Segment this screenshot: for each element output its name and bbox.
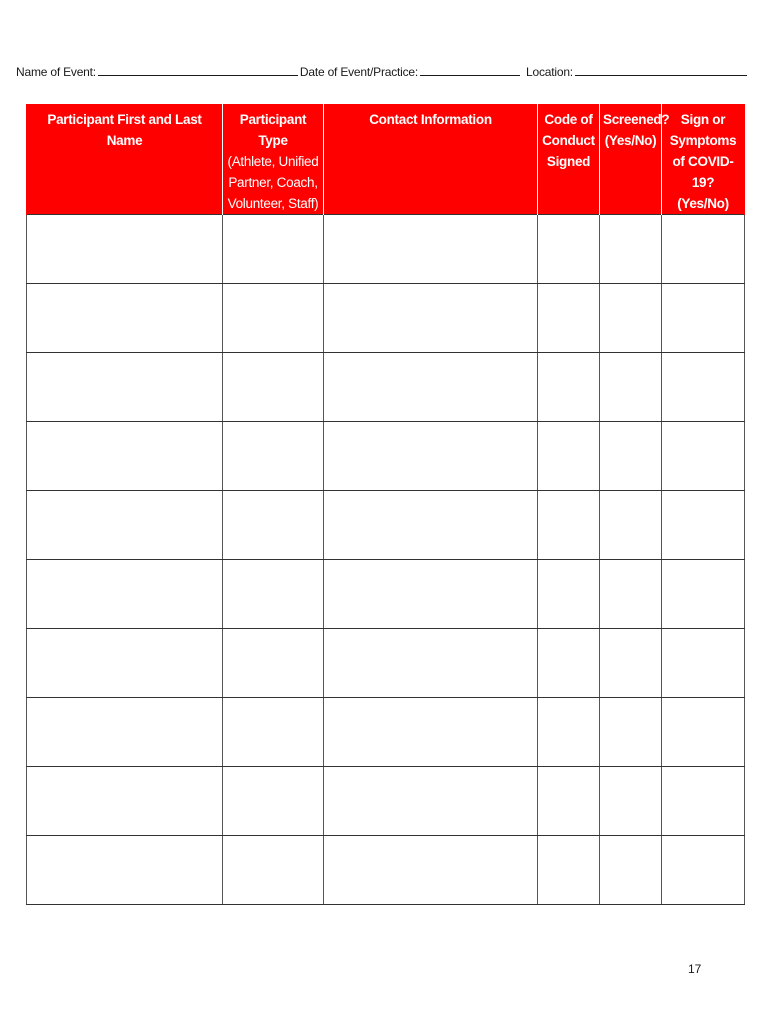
col-header-covid-symptoms <box>662 105 745 215</box>
contact-cell[interactable] <box>324 215 538 284</box>
table-row <box>27 215 745 284</box>
name-cell[interactable] <box>27 491 223 560</box>
col-header-screened <box>600 105 670 215</box>
symptoms-cell[interactable] <box>662 491 745 560</box>
col-header-title: Participant First and Last Name <box>47 112 202 148</box>
conduct-cell[interactable] <box>538 422 600 491</box>
conduct-cell[interactable] <box>538 353 600 422</box>
table-row <box>27 767 745 836</box>
date-of-event-field[interactable] <box>420 64 520 76</box>
col-header-title: Code of Conduct Signed <box>542 112 595 169</box>
col-header-title: Contact Information <box>369 112 492 127</box>
table-row <box>27 836 745 905</box>
name-cell[interactable] <box>27 284 223 353</box>
col-header-contact-info <box>324 105 538 215</box>
conduct-cell[interactable] <box>538 629 600 698</box>
screened-cell[interactable] <box>600 560 662 629</box>
type-cell[interactable] <box>223 491 324 560</box>
contact-cell[interactable] <box>324 836 538 905</box>
symptoms-cell[interactable] <box>662 629 745 698</box>
event-info-line <box>16 64 756 79</box>
col-header-code-of-conduct <box>538 105 600 215</box>
screened-cell[interactable] <box>600 629 662 698</box>
name-of-event-label: Name of Event: <box>16 65 96 79</box>
name-of-event-field[interactable] <box>98 64 298 76</box>
screened-cell[interactable] <box>600 491 662 560</box>
col-header-title: Participant Type <box>239 112 307 148</box>
contact-cell[interactable] <box>324 284 538 353</box>
col-header-title: Screened? (Yes/No) <box>603 112 670 148</box>
type-cell[interactable] <box>223 767 324 836</box>
location-field[interactable] <box>575 64 747 76</box>
table-row <box>27 422 745 491</box>
conduct-cell[interactable] <box>538 767 600 836</box>
name-cell[interactable] <box>27 560 223 629</box>
type-cell[interactable] <box>223 836 324 905</box>
contact-cell[interactable] <box>324 560 538 629</box>
table-row <box>27 284 745 353</box>
name-cell[interactable] <box>27 629 223 698</box>
name-cell[interactable] <box>27 836 223 905</box>
table-row <box>27 629 745 698</box>
conduct-cell[interactable] <box>538 284 600 353</box>
name-cell[interactable] <box>27 422 223 491</box>
contact-cell[interactable] <box>324 698 538 767</box>
type-cell[interactable] <box>223 353 324 422</box>
type-cell[interactable] <box>223 284 324 353</box>
symptoms-cell[interactable] <box>662 215 745 284</box>
symptoms-cell[interactable] <box>662 422 745 491</box>
symptoms-cell[interactable] <box>662 836 745 905</box>
symptoms-cell[interactable] <box>662 698 745 767</box>
table-row <box>27 560 745 629</box>
screened-cell[interactable] <box>600 422 662 491</box>
type-cell[interactable] <box>223 698 324 767</box>
col-header-participant-type <box>223 105 324 215</box>
contact-cell[interactable] <box>324 353 538 422</box>
name-cell[interactable] <box>27 353 223 422</box>
table-body <box>27 215 745 905</box>
name-cell[interactable] <box>27 698 223 767</box>
symptoms-cell[interactable] <box>662 353 745 422</box>
screened-cell[interactable] <box>600 698 662 767</box>
name-cell[interactable] <box>27 767 223 836</box>
page-number: 17 <box>688 962 702 976</box>
type-cell[interactable] <box>223 422 324 491</box>
table-row <box>27 353 745 422</box>
screened-cell[interactable] <box>600 284 662 353</box>
contact-cell[interactable] <box>324 629 538 698</box>
screened-cell[interactable] <box>600 353 662 422</box>
conduct-cell[interactable] <box>538 560 600 629</box>
type-cell[interactable] <box>223 560 324 629</box>
table-row <box>27 698 745 767</box>
screened-cell[interactable] <box>600 767 662 836</box>
table-row <box>27 491 745 560</box>
participant-table <box>26 104 745 905</box>
conduct-cell[interactable] <box>538 491 600 560</box>
type-cell[interactable] <box>223 629 324 698</box>
conduct-cell[interactable] <box>538 836 600 905</box>
symptoms-cell[interactable] <box>662 767 745 836</box>
symptoms-cell[interactable] <box>662 284 745 353</box>
col-header-participant-name <box>27 105 223 215</box>
contact-cell[interactable] <box>324 767 538 836</box>
symptoms-cell[interactable] <box>662 560 745 629</box>
screened-cell[interactable] <box>600 215 662 284</box>
conduct-cell[interactable] <box>538 698 600 767</box>
table-header-row <box>27 105 745 215</box>
date-of-event-label: Date of Event/Practice: <box>299 65 419 79</box>
type-cell[interactable] <box>223 215 324 284</box>
name-cell[interactable] <box>27 215 223 284</box>
screened-cell[interactable] <box>600 836 662 905</box>
contact-cell[interactable] <box>324 422 538 491</box>
col-header-title: Sign or Symptoms of COVID-19? (Yes/No) <box>669 112 737 211</box>
contact-cell[interactable] <box>324 491 538 560</box>
conduct-cell[interactable] <box>538 215 600 284</box>
col-header-subtitle: (Athlete, Unified Partner, Coach, Volunteer, Staff) <box>227 154 319 211</box>
location-label: Location: <box>526 65 573 79</box>
